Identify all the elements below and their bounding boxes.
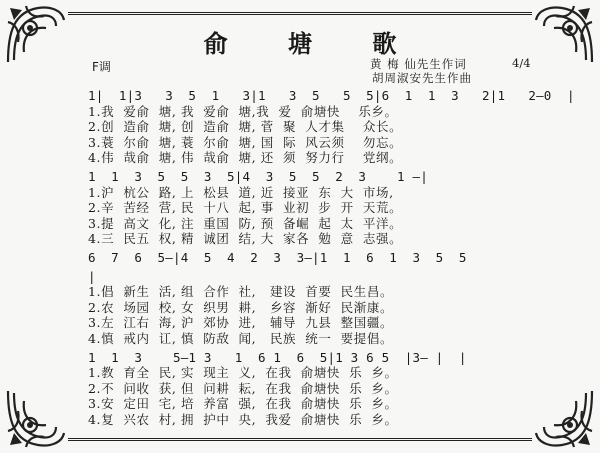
lyric-line: 4.复 兴农 村, 拥 护中 央, 我爱 俞塘快 乐 乡。: [88, 411, 398, 427]
lyric-line: 3.左 江右 海, 沪 郊协 进, 辅导 九县 整国疆。: [88, 315, 394, 331]
lyric-line: 4.伟 哉俞 塘, 伟 哉俞 塘, 还 须 努力行 党纲。: [88, 150, 403, 166]
lyricist-credit: 黄 梅 仙先生作词: [370, 57, 467, 71]
notation-line: |: [88, 268, 96, 284]
lyric-line: 1.沪 杭公 路, 上 松县 道, 近 接亚 东 大 市场,: [88, 184, 394, 200]
lyric-line: 2.辛 苦经 营, 民 十八 起, 事 业初 步 开 天荒。: [88, 200, 403, 216]
song-title: 俞 塘 歌: [203, 30, 423, 58]
lyric-line: 2.农 场园 校, 女 织男 耕, 乡容 渐好 民渐康。: [88, 299, 394, 315]
lyric-line: 2.不 问收 获, 但 问耕 耘, 在我 俞塘快 乐 乡。: [88, 380, 398, 396]
time-signature: 4/4: [512, 56, 531, 70]
composer-credit: 胡周淑安先生作曲: [372, 71, 472, 85]
notation-line: 6 7 6 5—|4 5 4 2 3 3—|1 1 6 1 3 5 5: [88, 249, 467, 265]
notation-line: 1 1 3 5—1 3 1 6 1 6 5|1 3 6 5 |3— | |: [88, 349, 467, 365]
lyric-line: 3.蓑 尔俞 塘, 蓑 尔俞 塘, 国 际 风云须 勿忘。: [88, 134, 403, 150]
lyric-line: 4.慎 戒内 讧, 慎 防敌 闻, 民族 统一 要提倡。: [88, 330, 394, 346]
lyric-line: 1.倡 新生 活, 组 合作 社, 建设 首要 民生昌。: [88, 284, 394, 300]
notation-line: 1| 1|3 3 5 1 3|1 3 5 5 5|6 1 1 3 2|1 2—0 |: [88, 88, 575, 103]
bottom-border-rule: [68, 438, 532, 441]
lyric-line: 4.三 民五 权, 精 诚团 结, 大 家各 勉 意 志强。: [88, 231, 403, 247]
lyric-line: 1.教 育全 民, 实 现主 义, 在我 俞塘快 乐 乡。: [88, 365, 398, 381]
notation-line: 1 1 3 5 5 3 5|4 3 5 5 2 3 1 —|: [88, 168, 428, 184]
corner-ornament-bottom-right: [532, 387, 596, 451]
score-body: [88, 88, 575, 427]
lyric-line: 2.创 造俞 塘, 创 造俞 塘, 菅 聚 人才集 众长。: [88, 119, 403, 135]
lyric-line: 3.提 高文 化, 注 重国 防, 预 备崛 起 太 平洋。: [88, 215, 403, 231]
top-border-rule: [68, 12, 532, 15]
lyric-line: 1.我 爱俞 塘, 我 爱俞 塘,我 爱 俞塘快 乐乡。: [88, 103, 398, 119]
key-signature: F调: [92, 60, 111, 74]
lyric-line: 3.安 定田 宅, 培 养富 强, 在我 俞塘快 乐 乡。: [88, 396, 398, 412]
corner-ornament-bottom-left: [4, 387, 68, 451]
